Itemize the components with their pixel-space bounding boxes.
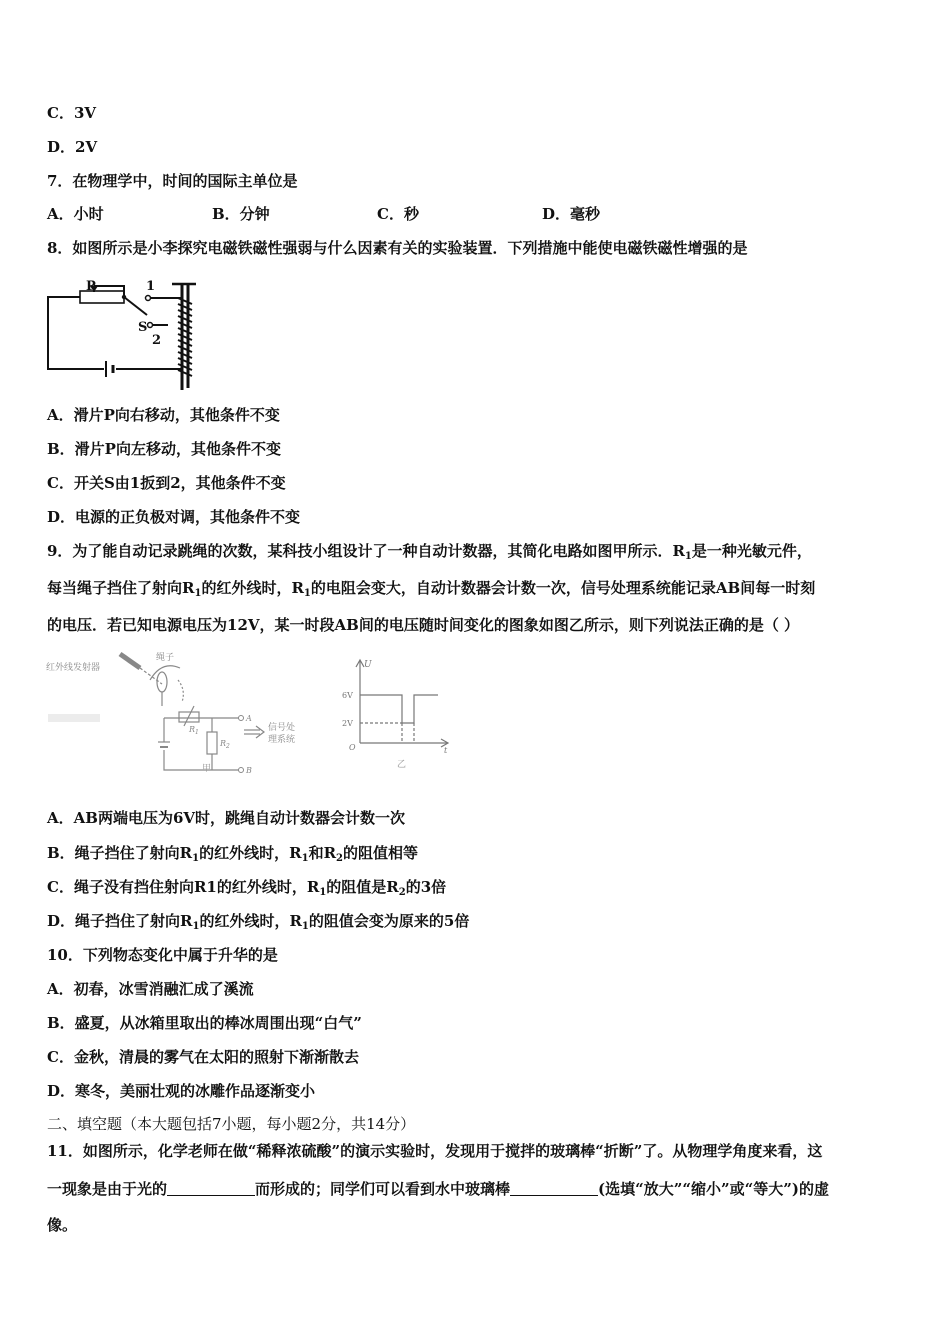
q10-option-d: D．寒冬，美丽壮观的冰雕作品逐渐变小 [47, 1082, 316, 1100]
q9-option-c-text: C．绳子没有挡住射向R1的红外线时，R [47, 878, 320, 896]
q7-option-a: A．小时 [47, 205, 104, 223]
q6-option-c: C．3V [47, 104, 97, 122]
q9-option-d-text: D．绳子挡住了射向R [47, 912, 193, 930]
q11-blank-2[interactable] [510, 1181, 598, 1196]
q7-options [47, 204, 600, 224]
q9a-label-rope: 绳子 [156, 653, 175, 663]
q10-option-a: A．初春，冰雪消融汇成了溪流 [47, 980, 254, 998]
q8-label-2: 2 [152, 333, 162, 348]
q9b-label-6v: 6V [342, 691, 353, 700]
q7-stem: 7．在物理学中，时间的国际主单位是 [47, 172, 298, 190]
q6-option-d: D．2V [47, 138, 98, 156]
q9b-label-t: t [444, 746, 448, 755]
q9b-label-2v: 2V [342, 719, 353, 728]
q9-option-b-text: 和R [308, 844, 337, 862]
q8-electromagnet-figure [44, 268, 204, 396]
q8-option-b: B．滑片P向左移动，其他条件不变 [47, 440, 281, 458]
q9-option-c [47, 877, 446, 903]
q9-subscript: 1 [684, 551, 692, 562]
q11-text: (选填“放大”“缩小”或“等大”)的虚 [598, 1180, 829, 1198]
q9-subscript: 1 [303, 588, 311, 599]
q11-text: 而形成的；同学们可以看到水中玻璃棒 [255, 1180, 511, 1198]
section-2-title: 二、填空题（本大题包括7小题，每小题2分，共14分） [47, 1115, 416, 1133]
q9-stem-text: 的电阻会变大，自动计数器会计数一次，信号处理系统能记录AB间每一时刻 [310, 579, 816, 597]
q8-option-d: D．电源的正负极对调，其他条件不变 [47, 508, 301, 526]
q9-subscript: 1 [194, 588, 202, 599]
q11-line3: 像。 [47, 1216, 78, 1234]
q8-label-1: 1 [146, 279, 156, 294]
q9-subscript: 1 [192, 921, 200, 932]
q9-subscript: 1 [301, 921, 309, 932]
q9-option-c-text: 的3倍 [405, 878, 447, 896]
q9-subscript: 1 [319, 887, 327, 898]
q9b-caption: 乙 [397, 760, 407, 770]
q9b-label-origin: O [349, 743, 356, 752]
q9a-label-b: B [246, 766, 252, 775]
q9a-label-signal2: 理系统 [268, 735, 296, 745]
q9a-label-a: A [246, 714, 252, 723]
q11-line1: 11．如图所示，化学老师在做“稀释浓硫酸”的演示实验时，发现用于搅拌的玻璃棒“折断”了。从物理学角度来看，这 [47, 1142, 823, 1160]
q8-label-p: P [86, 279, 96, 294]
q9-subscript: 1 [301, 853, 309, 864]
q11-line2 [47, 1179, 829, 1199]
q9-stem-text: 的红外线时，R [201, 579, 304, 597]
q10-option-c: C．金秋，清晨的雾气在太阳的照射下渐渐散去 [47, 1048, 359, 1066]
q9a-caption: 甲 [202, 764, 212, 774]
q9-figure-b-graph [340, 655, 455, 773]
q9-stem-line3: 的电压．若已知电源电压为12V，某一时段AB间的电压随时间变化的图象如图乙所示，则下列说法正确的是（ ） [47, 616, 800, 634]
q9-stem-text: 是一种光敏元件， [691, 542, 812, 560]
q9-option-d-text: 的阻值会变为原来的5倍 [308, 912, 470, 930]
q7-option-b: B．分钟 [212, 205, 270, 223]
q9-stem-text: 每当绳子挡住了射向R [47, 579, 195, 597]
q9a-label-emitter: 红外线发射器 [46, 663, 101, 673]
q8-option-c: C．开关S由1扳到2，其他条件不变 [47, 474, 286, 492]
q8-label-s: S [138, 320, 148, 335]
q9-subscript: 2 [336, 853, 343, 864]
q9-option-d [47, 911, 469, 937]
q9-option-a: A．AB两端电压为6V时，跳绳自动计数器会计数一次 [47, 809, 406, 827]
q9b-label-u: U [364, 660, 372, 670]
q9-option-b-text: 的阻值相等 [343, 844, 419, 862]
q9a-label-r2: $R_2$ [220, 739, 230, 750]
q10-stem: 10．下列物态变化中属于升华的是 [47, 946, 278, 964]
q9-option-b-text: 的红外线时，R [199, 844, 302, 862]
q10-option-b: B．盛夏，从冰箱里取出的棒冰周围出现“白气” [47, 1014, 362, 1032]
q9-subscript: 1 [192, 853, 200, 864]
q9-figure-a-circuit [44, 650, 324, 775]
q8-stem: 8．如图所示是小李探究电磁铁磁性强弱与什么因素有关的实验装置．下列措施中能使电磁铁磁性增强的是 [47, 239, 748, 257]
q9-option-d-text: 的红外线时，R [199, 912, 302, 930]
q9-option-c-text: 的阻值是R [326, 878, 399, 896]
q8-option-a: A．滑片P向右移动，其他条件不变 [47, 406, 280, 424]
q9a-label-signal1: 信号处 [268, 723, 296, 733]
q9a-label-r1: $R_1$ [189, 725, 199, 736]
q9-stem-line2 [47, 578, 815, 604]
q11-text: 一现象是由于光的 [47, 1180, 168, 1198]
q7-option-d: D．毫秒 [542, 205, 601, 223]
q11-blank-1[interactable] [167, 1181, 255, 1196]
q7-option-c: C．秒 [377, 205, 419, 223]
q9-subscript: 2 [398, 887, 406, 898]
q9-stem-text: 9．为了能自动记录跳绳的次数，某科技小组设计了一种自动计数器，其简化电路如图甲所示．R [47, 542, 685, 560]
q9-option-b-text: B．绳子挡住了射向R [47, 844, 193, 862]
q9-option-b [47, 843, 418, 869]
q9-stem-line1 [47, 541, 812, 567]
